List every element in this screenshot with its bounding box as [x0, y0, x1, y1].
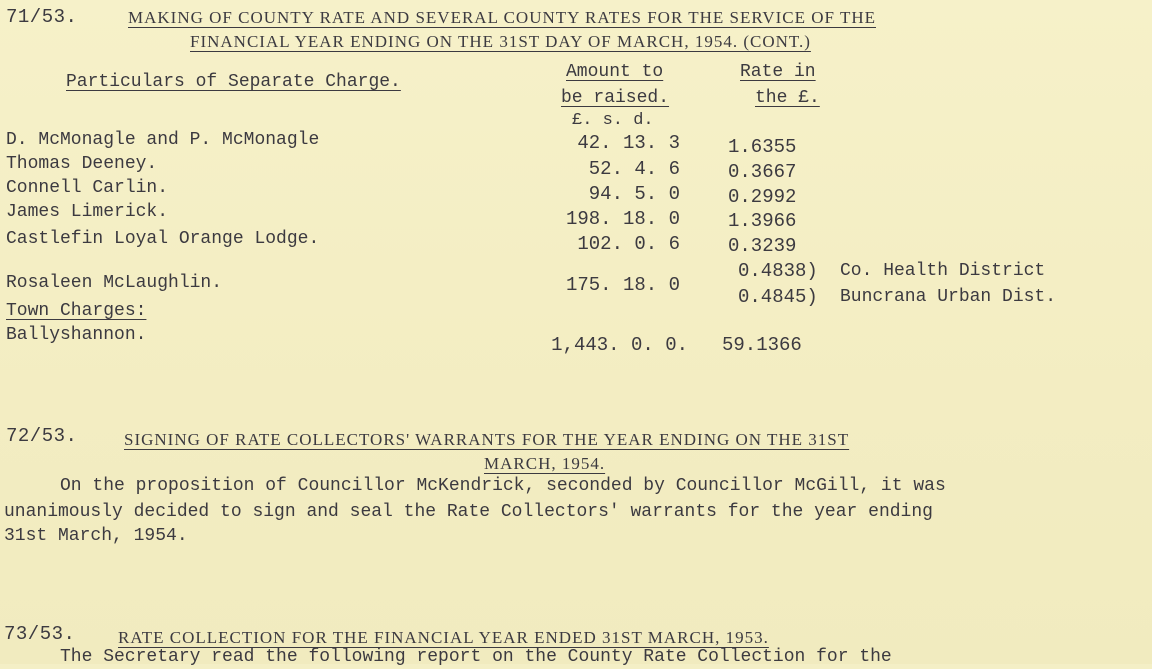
column-header-amount-line2: be raised. [561, 88, 670, 108]
table-row-rate: 1.3966 [728, 210, 797, 232]
section-title-line1: SIGNING OF RATE COLLECTORS' WARRANTS FOR THE YEAR ENDING ON THE 31ST [124, 430, 850, 449]
table-row-rate: 0.3667 [728, 161, 797, 183]
table-row-amount: 52. 4. 6 [588, 158, 680, 180]
split-rate: 0.4845) [738, 286, 818, 308]
table-row-amount: 94. 5. 0 [588, 183, 680, 205]
table-row-name: Ballyshannon. [6, 325, 147, 345]
column-header-rate-line2: the £. [755, 88, 820, 108]
table-row-name: Castlefin Loyal Orange Lodge. [6, 229, 320, 249]
town-charges-label: Town Charges: [6, 301, 147, 321]
table-row-name: D. McMonagle and P. McMonagle [6, 130, 320, 150]
table-row-amount: 102. 0. 6 [577, 233, 680, 255]
paragraph-line: The Secretary read the following report on the County Rate Collection for the [60, 647, 892, 667]
table-row-name: James Limerick. [6, 202, 169, 222]
table-row-rate: 0.3239 [728, 235, 797, 257]
split-rate: 0.4838) [738, 260, 818, 282]
table-row-amount: 42. 13. 3 [577, 132, 680, 154]
column-header-amount-units: £. s. d. [572, 111, 654, 130]
split-rate-note: Buncrana Urban Dist. [840, 287, 1057, 307]
table-row-name: Connell Carlin. [6, 178, 169, 198]
column-header-particulars: Particulars of Separate Charge. [66, 72, 401, 92]
paragraph-line: On the proposition of Councillor McKendrick, seconded by Councillor McGill, it was [60, 476, 946, 496]
table-row-name: Rosaleen McLaughlin. [6, 273, 223, 293]
split-rate-note: Co. Health District [840, 261, 1046, 281]
table-row-amount: 175. 18. 0 [565, 274, 680, 296]
column-header-rate-line1: Rate in [740, 62, 816, 82]
section-number: 71/53. [6, 6, 78, 28]
table-row-name: Thomas Deeney. [6, 154, 158, 174]
section-title: RATE COLLECTION FOR THE FINANCIAL YEAR ENDED 31ST MARCH, 1953. [118, 628, 769, 647]
section-title-line1: MAKING OF COUNTY RATE AND SEVERAL COUNTY RATES FOR THE SERVICE OF THE [128, 8, 876, 27]
table-row-amount: 198. 18. 0 [565, 208, 680, 230]
table-row-rate: 59.1366 [722, 334, 802, 356]
table-row-rate: 0.2992 [728, 186, 797, 208]
section-number: 73/53. [4, 623, 76, 645]
paragraph-line: unanimously decided to sign and seal the Rate Collectors' warrants for the year ending [4, 502, 933, 522]
column-header-amount-line1: Amount to [566, 62, 664, 82]
section-title-line2: MARCH, 1954. [484, 454, 606, 473]
section-number: 72/53. [6, 425, 78, 447]
section-title-line2: FINANCIAL YEAR ENDING ON THE 31ST DAY OF MARCH, 1954. (CONT.) [190, 32, 811, 51]
paragraph-line: 31st March, 1954. [4, 526, 188, 546]
table-row-rate: 1.6355 [728, 136, 797, 158]
table-row-amount: 1,443. 0. 0. [551, 334, 688, 356]
